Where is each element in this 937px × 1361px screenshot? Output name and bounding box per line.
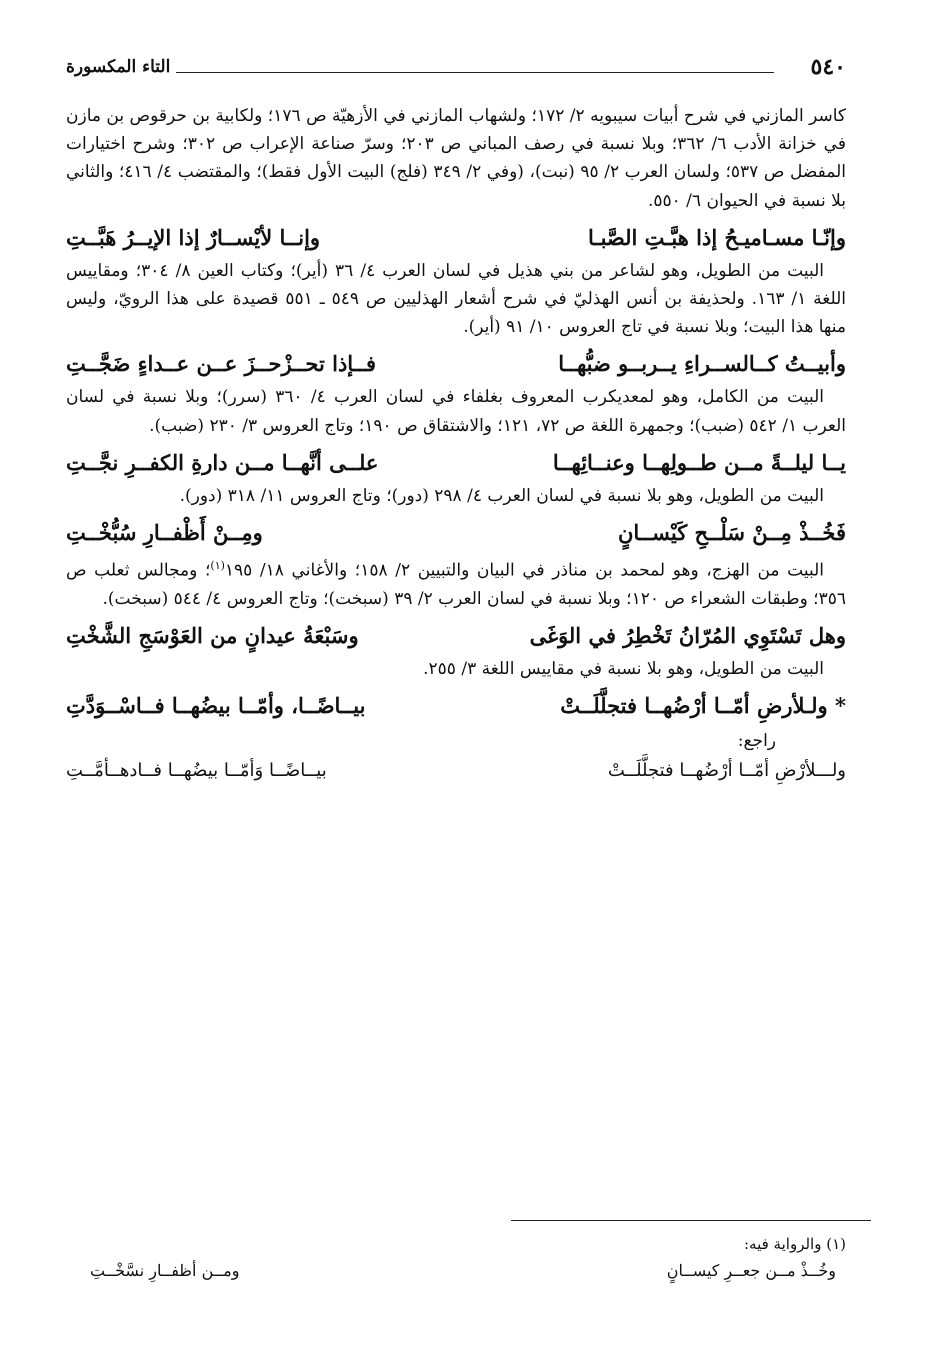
verse-second-hemistich: وإنــا لأيْســارٌ إذا الإيــرُ هَبَّــتِ bbox=[66, 224, 321, 250]
verse-first-hemistich bbox=[440, 691, 846, 721]
footnote-text: (١) والرواية فيه: bbox=[744, 1235, 846, 1253]
page-number: ٥٤٠ bbox=[810, 54, 846, 80]
paragraph: البيت من الطويل، وهو بلا نسبة في لسان العرب ٤/ ٢٩٨ (دور)؛ وتاج العروس ١١/ ٣١٨ (دور). bbox=[179, 485, 824, 506]
verse-line bbox=[66, 223, 846, 253]
verse-second-hemistich: علــى أنَّهــا مــن دارةِ الكفــرِ نجَّــتِ bbox=[66, 449, 379, 475]
verse-second-hemistich: فــإذا تحــزْحــزَ عــن عــداءٍ ضَجَّــتِ bbox=[66, 351, 377, 377]
verse-first-hemistich: وهل تَسْتَوِي المُرّانُ تَخْطِرُ في الوَغَى bbox=[529, 623, 846, 649]
paragraph-text: ؛ ومجالس ثعلب ص ٣٥٦؛ وطبقات الشعراء ص ١٢٠؛ وبلا نسبة في لسان العرب ٢/ ٣٩ (سبخت)؛ وتاج العروس ٤/ ٥٤٤ (سبخت). bbox=[66, 560, 846, 609]
verse-first-hemistich: وخُــذْ مــن جعــرِ كيســانٍ bbox=[666, 1261, 836, 1280]
cross-reference-label: راجع: bbox=[737, 731, 776, 752]
header-rule bbox=[176, 72, 774, 73]
verse-second-hemistich: ومــن أظفــارِ نسَّخْــتِ bbox=[90, 1261, 240, 1280]
verse-second-hemistich: ومِــنْ أَظْفــارِ سُبُّخْــتِ bbox=[66, 520, 263, 546]
page-header bbox=[66, 52, 846, 82]
hemistich-text: ولـلأرضِ أمّــا أرْضُهــا فتجلَّلَــتْ bbox=[560, 693, 828, 719]
verse-first-hemistich: وإنّـا مسـاميـحُ إذا هبَّـتِ الصَّبـا bbox=[588, 224, 846, 250]
footnote-verse bbox=[66, 1256, 846, 1286]
paragraph: البيت من الطويل، وهو لشاعر من بني هذيل في لسان العرب ٤/ ٣٦ (أير)؛ وكتاب العين ٨/ ٣٠٤؛ ومقاييس اللغة ١/ ١٦٣. ولحذيفة بن أنس الهذليّ في شرح أشعار الهذليين ص ٥٤٩ ـ ٥٥١ قصيدة على هذا الرويّ، وليس منها هذا البيت؛ وبلا نسبة في تاج العروس ١٠/ ٩١ (أير). bbox=[66, 260, 847, 338]
running-title: التاء المكسورة bbox=[66, 57, 171, 77]
verse-line bbox=[66, 448, 846, 478]
verse-line bbox=[66, 349, 846, 379]
paragraph-text: البيت من الهزج، وهو لمحمد بن مناذر في البيان والتبيين ٢/ ١٥٨؛ والأغاني ١٨/ ١٩٥ bbox=[224, 560, 825, 581]
verse-line bbox=[66, 757, 846, 785]
verse-first-hemistich: يــا ليلــةً مــن طــولِهــا وعنــائِهــا bbox=[552, 449, 846, 475]
verse-first-hemistich: فَخُــذْ مِــنْ سَلْــحِ كَيْســانٍ bbox=[618, 520, 846, 546]
footnote-rule bbox=[511, 1220, 871, 1221]
verse-line bbox=[66, 621, 846, 651]
paragraph bbox=[66, 552, 846, 613]
paragraph: كاسر المازني في شرح أبيات سيبويه ٢/ ١٧٢؛ ولشهاب المازني في الأزهيّة ص ١٧٦؛ ولكابية بن حرقوص بن مازن في خزانة الأدب ٦/ ٣٦٢؛ وبلا نسبة في رصف المباني ص ٢٠٣؛ وسرّ صناعة الإعراب ص ٣٠٢؛ وشرح اختيارات المفضل ص ٥٣٧؛ ولسان العرب ٢/ ٩٥ (نبت)، (وفي ٢/ ٣٤٩ (فلج) البيت الأول فقط)؛ والمقتضب ٤/ ٤١٦؛ والثاني بلا نسبة في الحيوان ٦/ ٥٥٠. bbox=[66, 106, 847, 211]
main-text bbox=[66, 102, 846, 787]
verse-first-hemistich: ولـــلأرْضِ أمّــا أرْضُهــا فتجلَّلَــتْ bbox=[607, 760, 846, 782]
verse-line bbox=[66, 691, 846, 721]
verse-second-hemistich: وسَبْعَةُ عيدانٍ من العَوْسَجِ الشَّخْتِ bbox=[66, 623, 359, 649]
verse-second-hemistich: بيــاضًــا وَأمّــا بيضُهــا فــادهــأمَّــتِ bbox=[66, 760, 327, 782]
asterisk-marker: * bbox=[835, 693, 846, 719]
paragraph: البيت من الطويل، وهو بلا نسبة في مقاييس اللغة ٣/ ٢٥٥. bbox=[423, 659, 824, 680]
paragraph: البيت من الكامل، وهو لمعديكرب المعروف بغلفاء في لسان العرب ٤/ ٣٦٠ (سرر)؛ وبلا نسبة في لسان العرب ١/ ٥٤٢ (ضبب)؛ وجمهرة اللغة ص ٧٢، ١٢١؛ والاشتقاق ص ١٩٠؛ وتاج العروس ٣/ ٢٣٠ (ضبب). bbox=[66, 387, 846, 436]
footnote-reference[interactable]: (١) bbox=[210, 559, 225, 573]
verse-second-hemistich: بيــاضًــا، وأمّــا بيضُهــا فــاسْــوَدَّتِ bbox=[66, 693, 366, 719]
verse-line bbox=[66, 518, 846, 548]
verse-first-hemistich: وأبيــتُ كــالســراءِ يــربــو ضبُّهــا bbox=[558, 351, 846, 377]
footnotes bbox=[66, 1232, 846, 1286]
